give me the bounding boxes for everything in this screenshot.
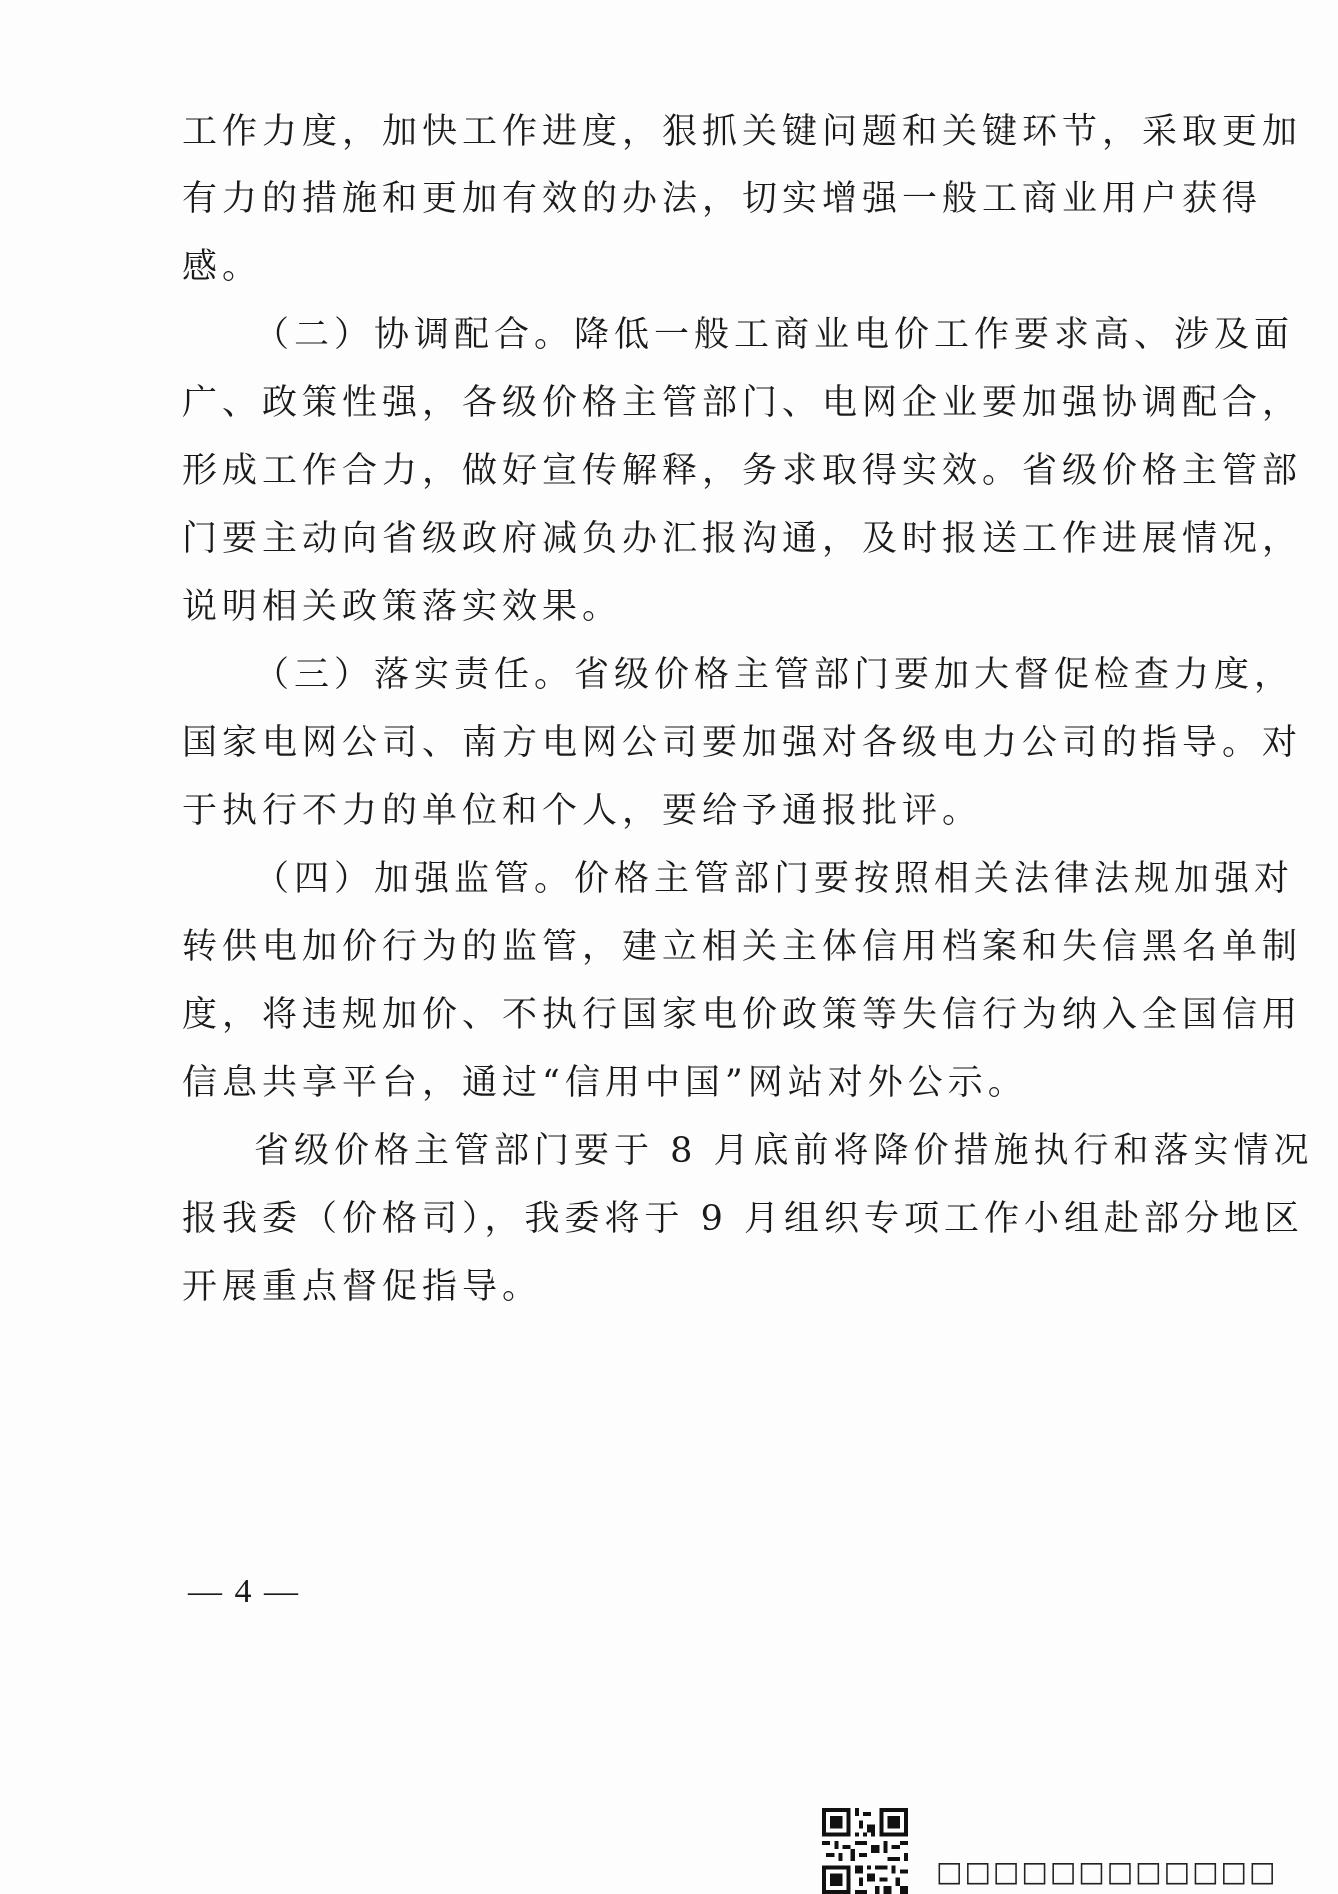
footer-watermark-text: □□□□□□□□□□□□ — [936, 1855, 1278, 1888]
body-line-5: 广、政策性强，各级价格主管部门、电网企业要加强协调配合， — [182, 383, 1303, 423]
body-line-6: 形成工作合力，做好宣传解释，务求取得实效。省级价格主管部 — [182, 451, 1303, 491]
body-line-3: 感。 — [182, 247, 263, 287]
body-line-8: 说明相关政策落实效果。 — [182, 587, 623, 627]
qr-code-icon — [822, 1808, 908, 1894]
section-2-heading-line: （二）协调配合。降低一般工商业电价工作要求高、涉及面 — [254, 315, 1295, 355]
body-line-1: 工作力度，加快工作进度，狠抓关键问题和关键环节，采取更加 — [182, 112, 1303, 152]
body-line-11: 于执行不力的单位和个人，要给予通报批评。 — [182, 791, 983, 831]
body-line-10: 国家电网公司、南方电网公司要加强对各级电力公司的指导。对 — [182, 723, 1303, 763]
closing-paragraph-line-2: 报我委（价格司），我委将于 9 月组织专项工作小组赴部分地区 — [182, 1199, 1305, 1239]
page-number: — 4 — — [188, 1573, 300, 1610]
body-line-15: 信息共享平台，通过“信用中国”网站对外公示。 — [182, 1063, 1028, 1103]
body-line-14: 度，将违规加价、不执行国家电价政策等失信行为纳入全国信用 — [182, 995, 1303, 1035]
body-line-7: 门要主动向省级政府减负办汇报沟通，及时报送工作进展情况， — [182, 519, 1303, 559]
body-line-2: 有力的措施和更加有效的办法，切实增强一般工商业用户获得 — [182, 179, 1263, 219]
section-4-heading-line: （四）加强监管。价格主管部门要按照相关法律法规加强对 — [254, 859, 1295, 899]
section-3-heading-line: （三）落实责任。省级价格主管部门要加大督促检查力度， — [254, 655, 1295, 695]
closing-paragraph-line-3: 开展重点督促指导。 — [182, 1267, 543, 1307]
closing-paragraph-line-1: 省级价格主管部门要于 8 月底前将降价措施执行和落实情况 — [254, 1131, 1314, 1171]
body-line-13: 转供电加价行为的监管，建立相关主体信用档案和失信黑名单制 — [182, 927, 1303, 967]
